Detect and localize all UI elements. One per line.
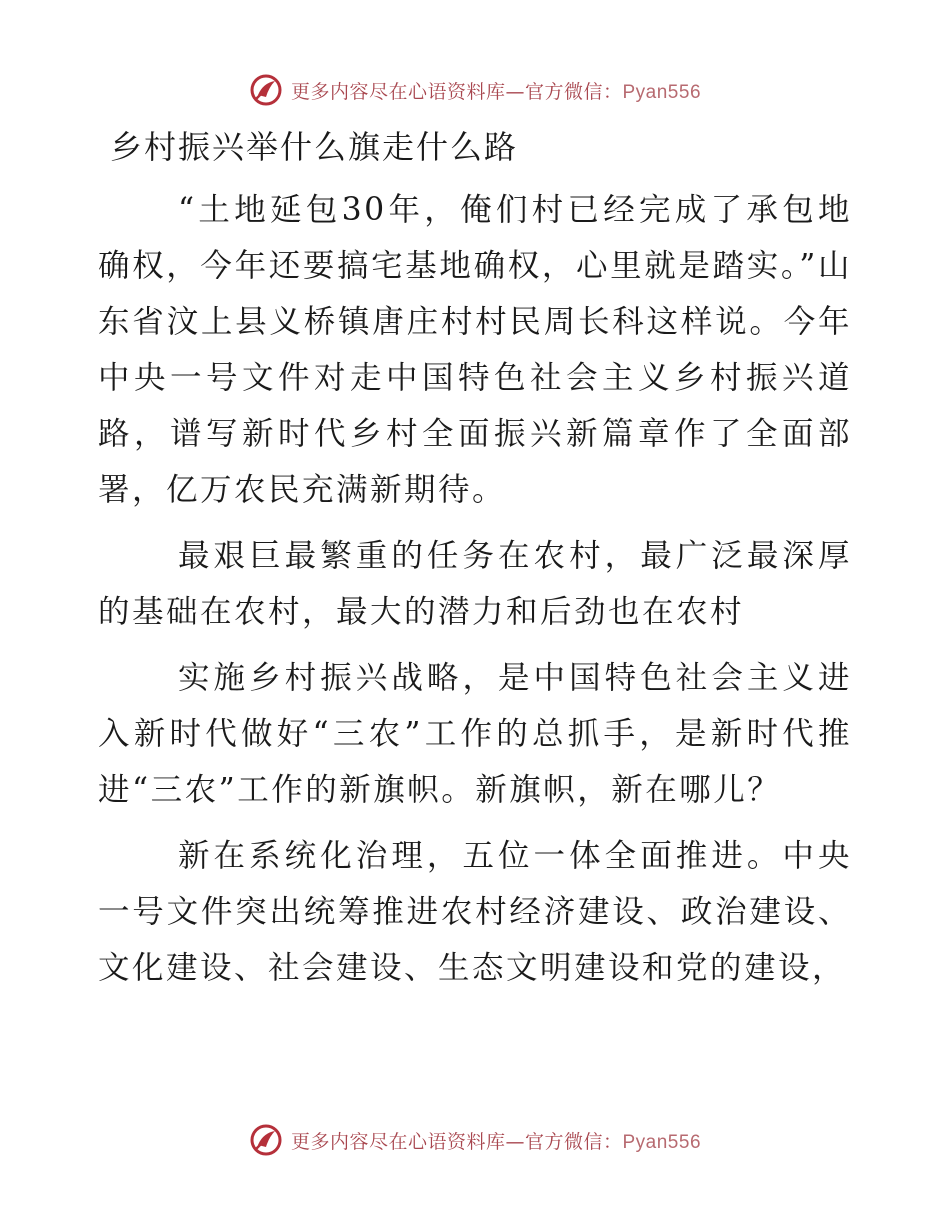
logo-icon: [249, 1123, 283, 1157]
footer-banner-text: [291, 1127, 701, 1154]
header-handle: Pyan556: [622, 81, 702, 103]
paragraph-3: 实施乡村振兴战略，是中国特色社会主义进入新时代做好“三农”工作的总抓手，是新时代推进“三农”工作的新旗帜。新旗帜，新在哪儿？: [98, 660, 852, 808]
header-banner: [0, 70, 950, 110]
footer-wechat-text: 官方微信：: [524, 1130, 623, 1153]
header-dash: —: [505, 80, 525, 103]
footer-site-text: 更多内容尽在心语资料库: [290, 1130, 506, 1153]
document-body: [98, 122, 852, 1006]
footer-handle: Pyan556: [622, 1131, 702, 1153]
paragraph-1: “土地延包30年，俺们村已经完成了承包地确权，今年还要搞宅基地确权，心里就是踏实。”山东省汶上县义桥镇唐庄村村民周长科这样说。今年中央一号文件对走中国特色社会主义乡村振兴道路，谱写新时代乡村全面振兴新篇章作了全面部署，亿万农民充满新期待。: [98, 192, 852, 508]
logo-icon: [249, 73, 283, 107]
paragraph-4: 新在系统化治理，五位一体全面推进。中央一号文件突出统筹推进农村经济建设、政治建设、文化建设、社会建设、生态文明建设和党的建设，: [98, 838, 852, 986]
header-site-text: 更多内容尽在心语资料库: [290, 80, 506, 103]
footer-dash: —: [505, 1130, 525, 1153]
footer-banner: [0, 1120, 950, 1160]
header-wechat-text: 官方微信：: [524, 80, 623, 103]
paragraph-2: 最艰巨最繁重的任务在农村，最广泛最深厚的基础在农村，最大的潜力和后劲也在农村: [98, 538, 852, 630]
document-title: 乡村振兴举什么旗走什么路: [110, 128, 519, 166]
header-banner-text: [291, 77, 701, 104]
